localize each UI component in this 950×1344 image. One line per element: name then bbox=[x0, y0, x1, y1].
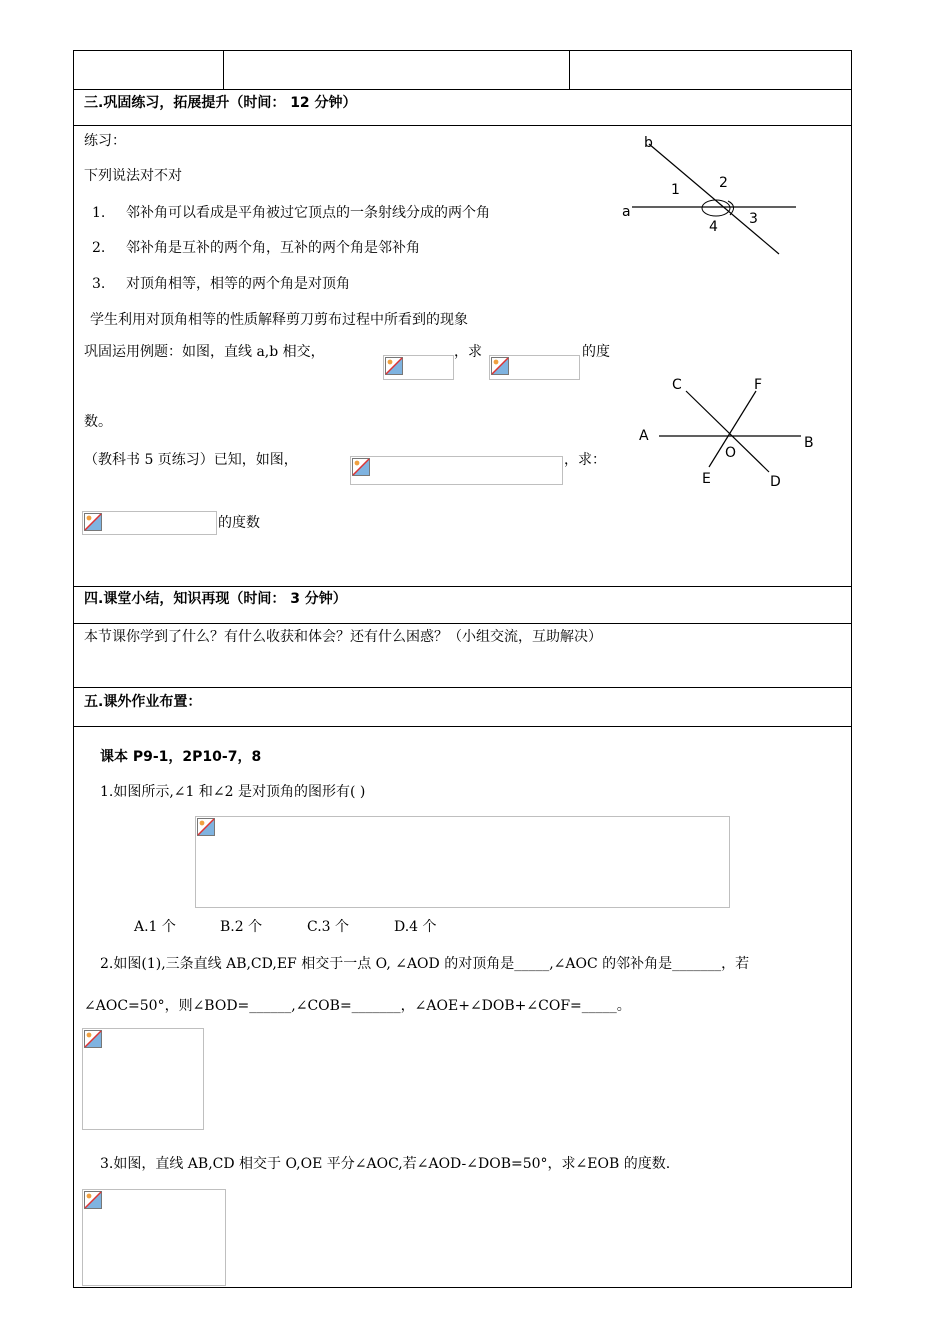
degree-text: 的度数 bbox=[218, 515, 260, 531]
example-end: 数。 bbox=[84, 414, 112, 430]
fig1-label-3: 3 bbox=[749, 211, 758, 227]
worksheet-table bbox=[73, 50, 852, 1288]
example-middle: ，求 bbox=[454, 344, 482, 360]
textbook-prefix: （教科书 5 页练习）已知，如图， bbox=[84, 452, 298, 468]
row-border bbox=[74, 726, 851, 727]
row-border bbox=[74, 586, 851, 587]
fig2-label-O: O bbox=[725, 445, 737, 461]
fig1-label-a: a bbox=[622, 204, 631, 220]
statement-2-text: 邻补角是互补的两个角，互补的两个角是邻补角 bbox=[126, 240, 420, 256]
statement-1-num: 1. bbox=[92, 205, 106, 221]
intersecting-lines-figure-ab bbox=[614, 129, 804, 259]
section4-title: 四.课堂小结，知识再现（时间： 3 分钟） bbox=[84, 591, 347, 607]
top-row-divider-2 bbox=[569, 51, 570, 89]
broken-image-icon bbox=[385, 357, 403, 375]
option-c: C.3 个 bbox=[307, 919, 350, 935]
example-suffix: 的度 bbox=[582, 344, 610, 360]
row-border bbox=[74, 687, 851, 688]
fig1-label-b: b bbox=[644, 135, 653, 151]
fig1-label-4: 4 bbox=[709, 219, 718, 235]
option-b: B.2 个 bbox=[220, 919, 263, 935]
statement-1-text: 邻补角可以看成是平角被过它顶点的一条射线分成的两个角 bbox=[126, 205, 490, 221]
broken-image-icon bbox=[352, 458, 370, 476]
fig2-label-F: F bbox=[754, 377, 763, 393]
broken-image-icon bbox=[84, 1030, 102, 1048]
broken-image-icon bbox=[84, 1191, 102, 1209]
fig2-label-A: A bbox=[639, 428, 649, 444]
question-3: 3.如图，直线 AB,CD 相交于 O,OE 平分∠AOC,若∠AOD-∠DOB=50°，求∠EOB 的度数. bbox=[100, 1156, 671, 1172]
judge-label: 下列说法对不对 bbox=[84, 168, 182, 184]
scissors-text: 学生利用对顶角相等的性质解释剪刀剪布过程中所看到的现象 bbox=[90, 312, 468, 328]
question-1: 1.如图所示,∠1 和∠2 是对顶角的图形有( ) bbox=[100, 784, 366, 800]
row-border bbox=[74, 125, 851, 126]
textbook-suffix: ，求： bbox=[564, 452, 606, 468]
formula-image-placeholder bbox=[489, 355, 580, 380]
fig2-label-C: C bbox=[672, 377, 682, 393]
question-3-figure-placeholder bbox=[82, 1189, 226, 1286]
formula-image-placeholder bbox=[383, 355, 454, 380]
statement-2-num: 2. bbox=[92, 240, 106, 256]
fig2-label-E: E bbox=[702, 471, 711, 487]
formula-image-placeholder bbox=[82, 511, 217, 535]
section3-title: 三.巩固练习，拓展提升（时间： 12 分钟） bbox=[84, 95, 357, 111]
statement-3-text: 对顶角相等，相等的两个角是对顶角 bbox=[126, 276, 350, 292]
summary-text: 本节课你学到了什么？有什么收获和体会？还有什么困惑？（小组交流，互助解决） bbox=[84, 629, 602, 645]
homework-text: 课本 P9-1，2P10-7，8 bbox=[100, 749, 262, 765]
option-d: D.4 个 bbox=[394, 919, 437, 935]
section5-title: 五.课外作业布置： bbox=[84, 694, 202, 710]
top-row-divider-1 bbox=[223, 51, 224, 89]
fig1-label-1: 1 bbox=[671, 182, 680, 198]
fig2-label-B: B bbox=[804, 435, 814, 451]
row-border bbox=[74, 89, 851, 90]
question-1-figure-placeholder bbox=[195, 816, 730, 908]
fig1-label-2: 2 bbox=[719, 175, 728, 191]
statement-3-num: 3. bbox=[92, 276, 106, 292]
question-2-figure-placeholder bbox=[82, 1028, 204, 1130]
fig2-label-D: D bbox=[770, 474, 781, 490]
practice-label: 练习： bbox=[84, 133, 126, 149]
example-prefix: 巩固运用例题：如图，直线 a,b 相交， bbox=[84, 344, 325, 360]
broken-image-icon bbox=[84, 513, 102, 531]
option-a: A.1 个 bbox=[134, 919, 176, 935]
broken-image-icon bbox=[491, 357, 509, 375]
broken-image-icon bbox=[197, 818, 215, 836]
intersecting-lines-figure-abcdef bbox=[634, 369, 824, 499]
row-border bbox=[74, 623, 851, 624]
question-2-line-2: ∠AOC=50°，则∠BOD=______,∠COB=_______，∠AOE+∠DOB+∠COF=_____。 bbox=[84, 998, 631, 1014]
formula-image-placeholder bbox=[350, 456, 563, 485]
question-2-line-1: 2.如图(1),三条直线 AB,CD,EF 相交于一点 O, ∠AOD 的对顶角是_____,∠AOC 的邻补角是_______，若 bbox=[100, 956, 750, 972]
